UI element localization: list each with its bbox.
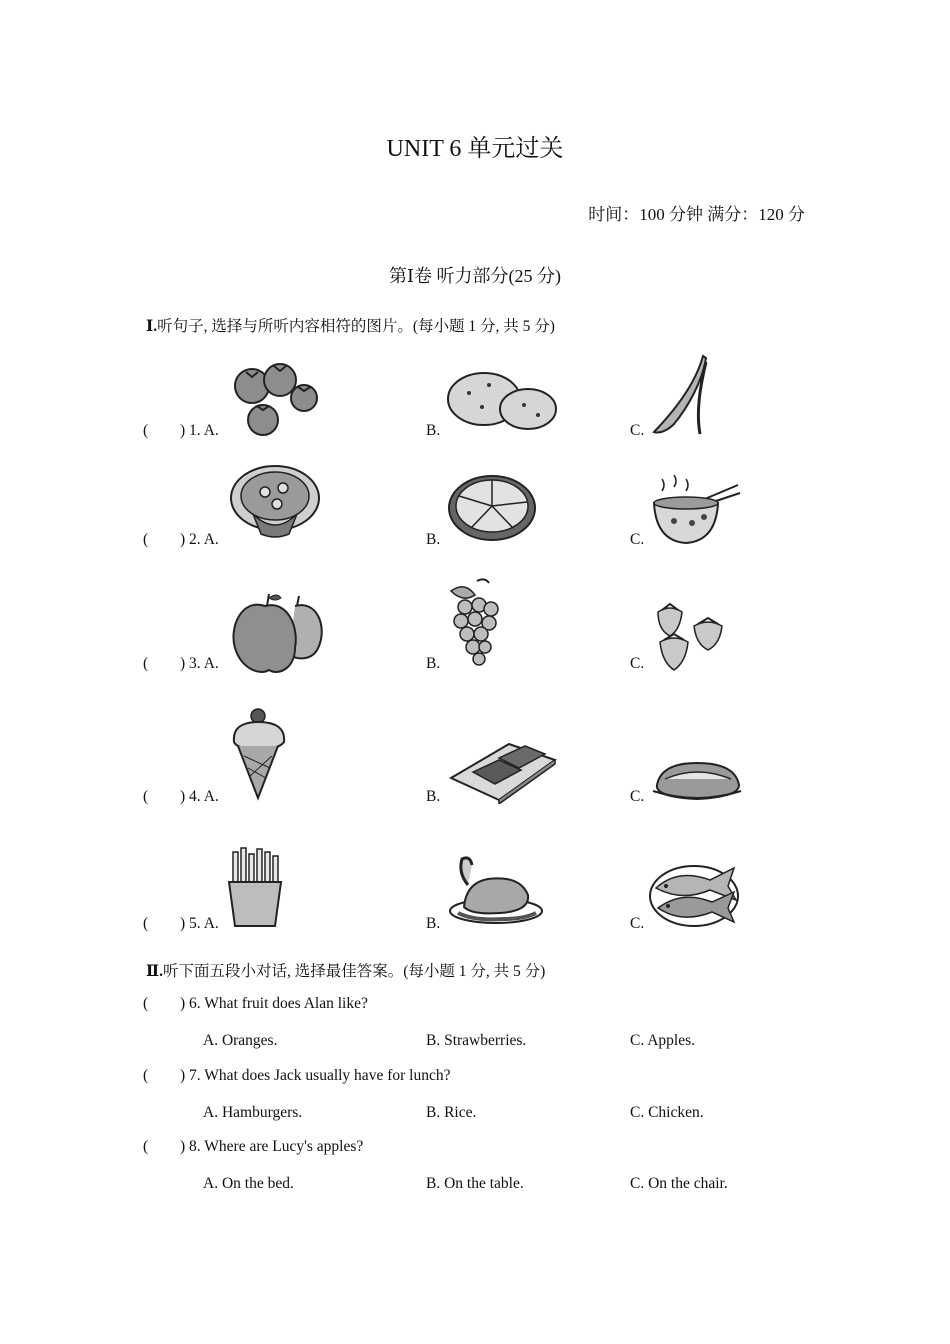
question-text: 8. Where are Lucy's apples?: [189, 1138, 364, 1155]
question-1-line: [143, 422, 219, 440]
question-8-line: [143, 1138, 363, 1156]
answer-paren-open: (: [143, 655, 149, 672]
bread-icon: [651, 757, 743, 805]
pizza-icon: [447, 472, 537, 542]
section-2-heading: [146, 959, 545, 981]
option-a-label: A.: [203, 915, 219, 932]
question-text: 7. What does Jack usually have for lunch?: [189, 1067, 451, 1084]
noodles-bowl-icon: [650, 471, 742, 547]
option-b-label: B.: [426, 788, 441, 805]
option-a: A. Hamburgers.: [203, 1104, 303, 1121]
strawberries-icon: [650, 600, 728, 672]
option-c-label: C.: [630, 655, 645, 672]
ice-cream-icon: [228, 706, 290, 802]
answer-paren-open: (: [143, 788, 149, 805]
option-c: C. Chicken.: [630, 1104, 704, 1121]
option-c: C. On the chair.: [630, 1175, 728, 1192]
option-c-label: C.: [630, 422, 645, 439]
question-5-line: [143, 915, 219, 933]
option-b: B. On the table.: [426, 1175, 524, 1192]
option-c-label: C.: [630, 915, 645, 932]
answer-paren-close: ): [180, 788, 186, 805]
answer-paren-open: (: [143, 915, 149, 932]
option-c: C. Apples.: [630, 1032, 696, 1049]
question-number: 3.: [189, 655, 201, 672]
tomatoes-icon: [228, 358, 323, 438]
option-b: B. Rice.: [426, 1104, 477, 1121]
fish-icon: [648, 862, 742, 928]
apples-icon: [229, 590, 327, 678]
french-fries-icon: [227, 846, 283, 928]
option-b: B. Strawberries.: [426, 1032, 527, 1049]
answer-paren-open: (: [143, 1138, 149, 1155]
answer-paren-open: (: [143, 422, 149, 439]
option-c-label: C.: [630, 531, 645, 548]
option-a-label: A.: [203, 788, 219, 805]
page-title: UNIT 6 单元过关: [386, 136, 564, 162]
answer-paren-close: ): [180, 655, 186, 672]
option-b-label: B.: [426, 915, 441, 932]
salad-bowl-icon: [229, 464, 321, 539]
answer-paren-close: ): [180, 422, 186, 439]
question-number: 2.: [189, 531, 201, 548]
question-7-line: [143, 1067, 450, 1085]
potatoes-icon: [444, 365, 559, 433]
option-b-label: B.: [426, 531, 441, 548]
part-heading: 第Ⅰ卷 听力部分(25 分): [388, 266, 562, 286]
question-number: 5.: [189, 915, 201, 932]
answer-paren-open: (: [143, 995, 149, 1012]
section-1-number: Ⅰ.: [146, 318, 158, 335]
answer-paren-open: (: [143, 531, 149, 548]
answer-paren-close: ): [180, 915, 186, 932]
answer-paren-open: (: [143, 1067, 149, 1084]
answer-paren-close: ): [180, 1138, 186, 1155]
option-a: A. Oranges.: [203, 1032, 278, 1049]
answer-paren-close: ): [180, 1067, 186, 1084]
question-2-line: [143, 531, 219, 549]
option-c-label: C.: [630, 788, 645, 805]
exam-meta: 时间：100 分钟 满分：120 分: [588, 205, 805, 224]
roast-chicken-icon: [444, 853, 544, 925]
option-a: A. On the bed.: [203, 1175, 294, 1192]
question-text: 6. What fruit does Alan like?: [189, 995, 368, 1012]
option-b-label: B.: [426, 655, 441, 672]
option-a-label: A.: [203, 531, 219, 548]
option-a-label: A.: [203, 422, 219, 439]
section-2-instruction: 听下面五段小对话, 选择最佳答案。(每小题 1 分, 共 5 分): [162, 963, 546, 980]
sandwiches-icon: [449, 736, 557, 804]
question-number: 4.: [189, 788, 201, 805]
option-b-label: B.: [426, 422, 441, 439]
question-4-line: [143, 788, 219, 806]
section-2-number: Ⅱ.: [146, 963, 163, 980]
option-a-label: A.: [203, 655, 219, 672]
question-number: 1.: [189, 422, 201, 439]
section-1-heading: [146, 314, 555, 336]
answer-paren-close: ): [180, 995, 186, 1012]
section-1-instruction: 听句子, 选择与所听内容相符的图片。(每小题 1 分, 共 5 分): [157, 318, 555, 335]
question-6-line: [143, 995, 368, 1013]
question-3-line: [143, 655, 219, 673]
grapes-icon: [445, 577, 505, 667]
green-beans-icon: [648, 352, 713, 438]
answer-paren-close: ): [180, 531, 186, 548]
